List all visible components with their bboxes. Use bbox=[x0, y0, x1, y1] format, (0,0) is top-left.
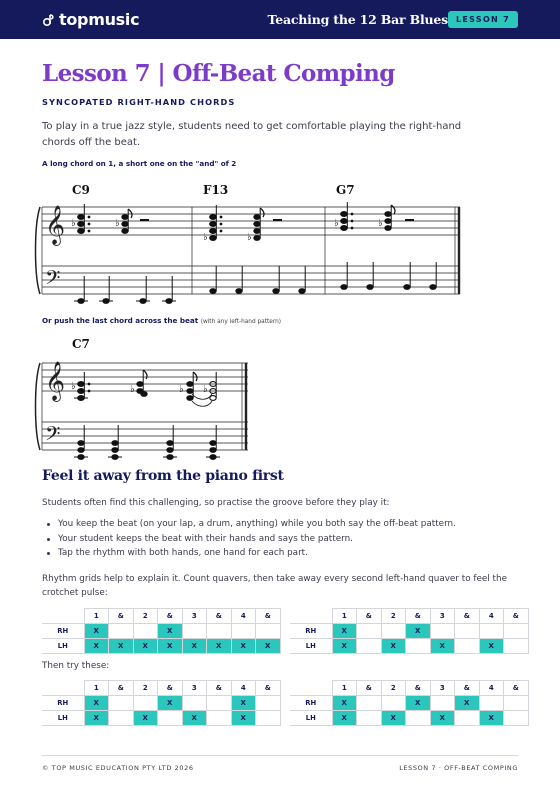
grid-row-label: LH bbox=[290, 639, 332, 654]
rhythm-grid-1 bbox=[42, 608, 281, 654]
grid-beat-header: & bbox=[158, 609, 183, 624]
grid-beat-header: 3 bbox=[430, 681, 455, 696]
grid-cell bbox=[357, 624, 382, 639]
grid-cell bbox=[256, 711, 281, 726]
svg-text:♭: ♭ bbox=[71, 381, 76, 392]
grid-cell bbox=[406, 639, 431, 654]
grid-cell bbox=[455, 639, 480, 654]
grid-cell: X bbox=[479, 711, 504, 726]
grid-cell bbox=[207, 711, 232, 726]
grid-beat-header: 3 bbox=[182, 681, 207, 696]
svg-text:♭: ♭ bbox=[179, 384, 184, 395]
grid-cell bbox=[381, 624, 406, 639]
grid-cell: X bbox=[455, 696, 480, 711]
grid-cell: X bbox=[158, 696, 183, 711]
grid-beat-header: 3 bbox=[182, 609, 207, 624]
grid-cell: X bbox=[84, 711, 109, 726]
grid-cell: X bbox=[158, 639, 183, 654]
section-kicker: SYNCOPATED RIGHT-HAND CHORDS bbox=[42, 97, 236, 107]
chord-symbol-g7: G7 bbox=[336, 183, 355, 197]
grid-beat-header: & bbox=[207, 609, 232, 624]
svg-text:♭: ♭ bbox=[71, 218, 76, 229]
grid-cell: X bbox=[133, 639, 158, 654]
svg-text:♭: ♭ bbox=[334, 218, 339, 229]
grid-beat-header: & bbox=[504, 609, 529, 624]
grid-beat-header: 4 bbox=[479, 609, 504, 624]
grid-cell bbox=[406, 711, 431, 726]
svg-text:♭: ♭ bbox=[378, 218, 383, 229]
grid-row-label: LH bbox=[42, 711, 84, 726]
example-1-label-text: A long chord on 1, a short one on the "and" of 2 bbox=[42, 159, 237, 168]
chord-symbol-c9: C9 bbox=[72, 183, 90, 197]
grid-cell: X bbox=[158, 624, 183, 639]
page-title: Lesson 7 | Off-Beat Comping bbox=[42, 60, 395, 87]
grid-beat-header: 4 bbox=[231, 681, 256, 696]
grid-cell bbox=[182, 696, 207, 711]
grid-row-label: RH bbox=[290, 624, 332, 639]
grid-beat-header: 2 bbox=[133, 681, 158, 696]
svg-text:♭: ♭ bbox=[203, 384, 208, 395]
grid-cell: X bbox=[332, 624, 357, 639]
grid-cell: X bbox=[381, 711, 406, 726]
grid-cell bbox=[430, 696, 455, 711]
svg-text:♭: ♭ bbox=[247, 232, 252, 243]
grid-beat-header: 4 bbox=[231, 609, 256, 624]
grid-cell: X bbox=[332, 696, 357, 711]
example-2-note: (with any left-hand pattern) bbox=[200, 319, 282, 325]
grid-cell bbox=[256, 696, 281, 711]
list-item: Your student keeps the beat with their hands and says the pattern. bbox=[58, 532, 456, 547]
footer-divider bbox=[42, 755, 518, 756]
lh-notes-system-2 bbox=[74, 425, 220, 459]
bass-clef-icon: 𝄢 bbox=[45, 266, 61, 294]
svg-text:♭: ♭ bbox=[130, 384, 135, 395]
grid-cell bbox=[182, 624, 207, 639]
grid-cell: X bbox=[332, 639, 357, 654]
rh-chords-system-2 bbox=[71, 370, 216, 406]
grid-beat-header: & bbox=[109, 681, 134, 696]
grid-cell bbox=[231, 624, 256, 639]
intro-paragraph: To play in a true jazz style, students need to get comfortable playing the right-hand chords off the beat. bbox=[42, 121, 462, 148]
grid-row-label: RH bbox=[42, 624, 84, 639]
grid-beat-header: & bbox=[256, 609, 281, 624]
grid-cell bbox=[158, 711, 183, 726]
grid-beat-header: 1 bbox=[84, 681, 109, 696]
grid-cell bbox=[357, 639, 382, 654]
grid-cell: X bbox=[256, 639, 281, 654]
grid-cell: X bbox=[207, 639, 232, 654]
grid-intro: Rhythm grids help to explain it. Count quavers, then take away every second left-hand quaver to feel the crotchet pulse: bbox=[42, 574, 507, 598]
grid-beat-header: & bbox=[504, 681, 529, 696]
grid-beat-header: & bbox=[357, 609, 382, 624]
grid-cell: X bbox=[231, 696, 256, 711]
grid-cell bbox=[256, 624, 281, 639]
grid-cell bbox=[357, 696, 382, 711]
grid-cell: X bbox=[430, 639, 455, 654]
grid-beat-header: 1 bbox=[332, 609, 357, 624]
chord-symbol-c7: C7 bbox=[72, 337, 90, 351]
grid-beat-header: & bbox=[256, 681, 281, 696]
grid-cell bbox=[479, 696, 504, 711]
grid-beat-header: & bbox=[406, 681, 431, 696]
chord-symbol-f13: F13 bbox=[203, 183, 229, 197]
grid-cell: X bbox=[381, 639, 406, 654]
grid-cell: X bbox=[231, 711, 256, 726]
grid-cell bbox=[133, 696, 158, 711]
grid-beat-header: & bbox=[158, 681, 183, 696]
section-lead: Students often find this challenging, so practise the groove before they play it: bbox=[42, 498, 390, 508]
grid-cell bbox=[504, 696, 529, 711]
grid-row-label: RH bbox=[290, 696, 332, 711]
grid-row-label: LH bbox=[290, 711, 332, 726]
grid-beat-header: & bbox=[406, 609, 431, 624]
grid-corner bbox=[290, 681, 332, 696]
grid-cell bbox=[430, 624, 455, 639]
footer-lesson: LESSON 7 · OFF-BEAT COMPING bbox=[399, 764, 518, 772]
grid-beat-header: 2 bbox=[381, 681, 406, 696]
grid-beat-header: & bbox=[455, 681, 480, 696]
system-2-bass-staff bbox=[42, 422, 248, 450]
lh-notes-system-1 bbox=[74, 262, 436, 303]
svg-text:♭: ♭ bbox=[115, 218, 120, 229]
grid-beat-header: & bbox=[109, 609, 134, 624]
grid-row-label: LH bbox=[42, 639, 84, 654]
grid-beat-header: 4 bbox=[479, 681, 504, 696]
svg-text:♭: ♭ bbox=[203, 232, 208, 243]
grid-row-label: RH bbox=[42, 696, 84, 711]
grid-cell: X bbox=[332, 711, 357, 726]
grid-corner bbox=[42, 609, 84, 624]
grid-beat-header: 1 bbox=[84, 609, 109, 624]
treble-clef-icon-2: 𝄞 bbox=[45, 361, 66, 401]
treble-clef-icon: 𝄞 bbox=[45, 205, 66, 245]
grid-cell bbox=[381, 696, 406, 711]
grid-cell bbox=[109, 711, 134, 726]
grid-cell bbox=[109, 624, 134, 639]
section-heading: Feel it away from the piano first bbox=[42, 468, 284, 484]
grid-cell bbox=[504, 624, 529, 639]
grid-beat-header: 3 bbox=[430, 609, 455, 624]
grid-cell bbox=[504, 711, 529, 726]
grid-cell bbox=[504, 639, 529, 654]
grid-cell bbox=[455, 711, 480, 726]
grid-cell bbox=[207, 624, 232, 639]
grid-cell: X bbox=[406, 624, 431, 639]
then-try-label: Then try these: bbox=[42, 661, 110, 671]
grid-cell bbox=[133, 624, 158, 639]
rhythm-grid-4 bbox=[290, 680, 529, 726]
grid-beat-header: 2 bbox=[381, 609, 406, 624]
lesson-badge: LESSON 7 bbox=[448, 11, 518, 28]
course-title: Teaching the 12 Bar Blues bbox=[267, 12, 448, 27]
example-2-label-text: Or push the last chord across the beat bbox=[42, 316, 199, 325]
grid-cell: X bbox=[84, 624, 109, 639]
grid-cell: X bbox=[430, 711, 455, 726]
grid-beat-header: & bbox=[207, 681, 232, 696]
grid-cell: X bbox=[84, 639, 109, 654]
grid-cell: X bbox=[479, 639, 504, 654]
grid-beat-header: 2 bbox=[133, 609, 158, 624]
grid-cell: X bbox=[182, 639, 207, 654]
bass-clef-icon-2: 𝄢 bbox=[45, 422, 61, 450]
footer-copyright: © TOP MUSIC EDUCATION PTY LTD 2026 bbox=[42, 764, 194, 772]
grid-corner bbox=[42, 681, 84, 696]
grid-cell bbox=[357, 711, 382, 726]
system-1-bass-staff bbox=[42, 266, 460, 294]
grid-cell: X bbox=[109, 639, 134, 654]
grid-beat-header: & bbox=[455, 609, 480, 624]
rh-chords-system-1 bbox=[71, 202, 414, 243]
grid-cell bbox=[207, 696, 232, 711]
grid-corner bbox=[290, 609, 332, 624]
grid-cell bbox=[109, 696, 134, 711]
list-item: You keep the beat (on your lap, a drum, anything) while you both say the off-beat pattern. bbox=[58, 517, 456, 532]
grid-cell bbox=[479, 624, 504, 639]
rhythm-grid-3 bbox=[42, 680, 281, 726]
list-item: Tap the rhythm with both hands, one hand for each part. bbox=[58, 546, 456, 561]
grid-beat-header: & bbox=[357, 681, 382, 696]
bullet-list bbox=[58, 517, 456, 561]
grid-beat-header: 1 bbox=[332, 681, 357, 696]
grid-cell: X bbox=[133, 711, 158, 726]
grid-cell: X bbox=[406, 696, 431, 711]
brand-name: topmusic bbox=[59, 10, 140, 29]
rhythm-grid-2 bbox=[290, 608, 529, 654]
grid-cell: X bbox=[231, 639, 256, 654]
grid-cell: X bbox=[182, 711, 207, 726]
system-1-treble-staff bbox=[42, 207, 460, 235]
grid-cell bbox=[455, 624, 480, 639]
grid-cell: X bbox=[84, 696, 109, 711]
